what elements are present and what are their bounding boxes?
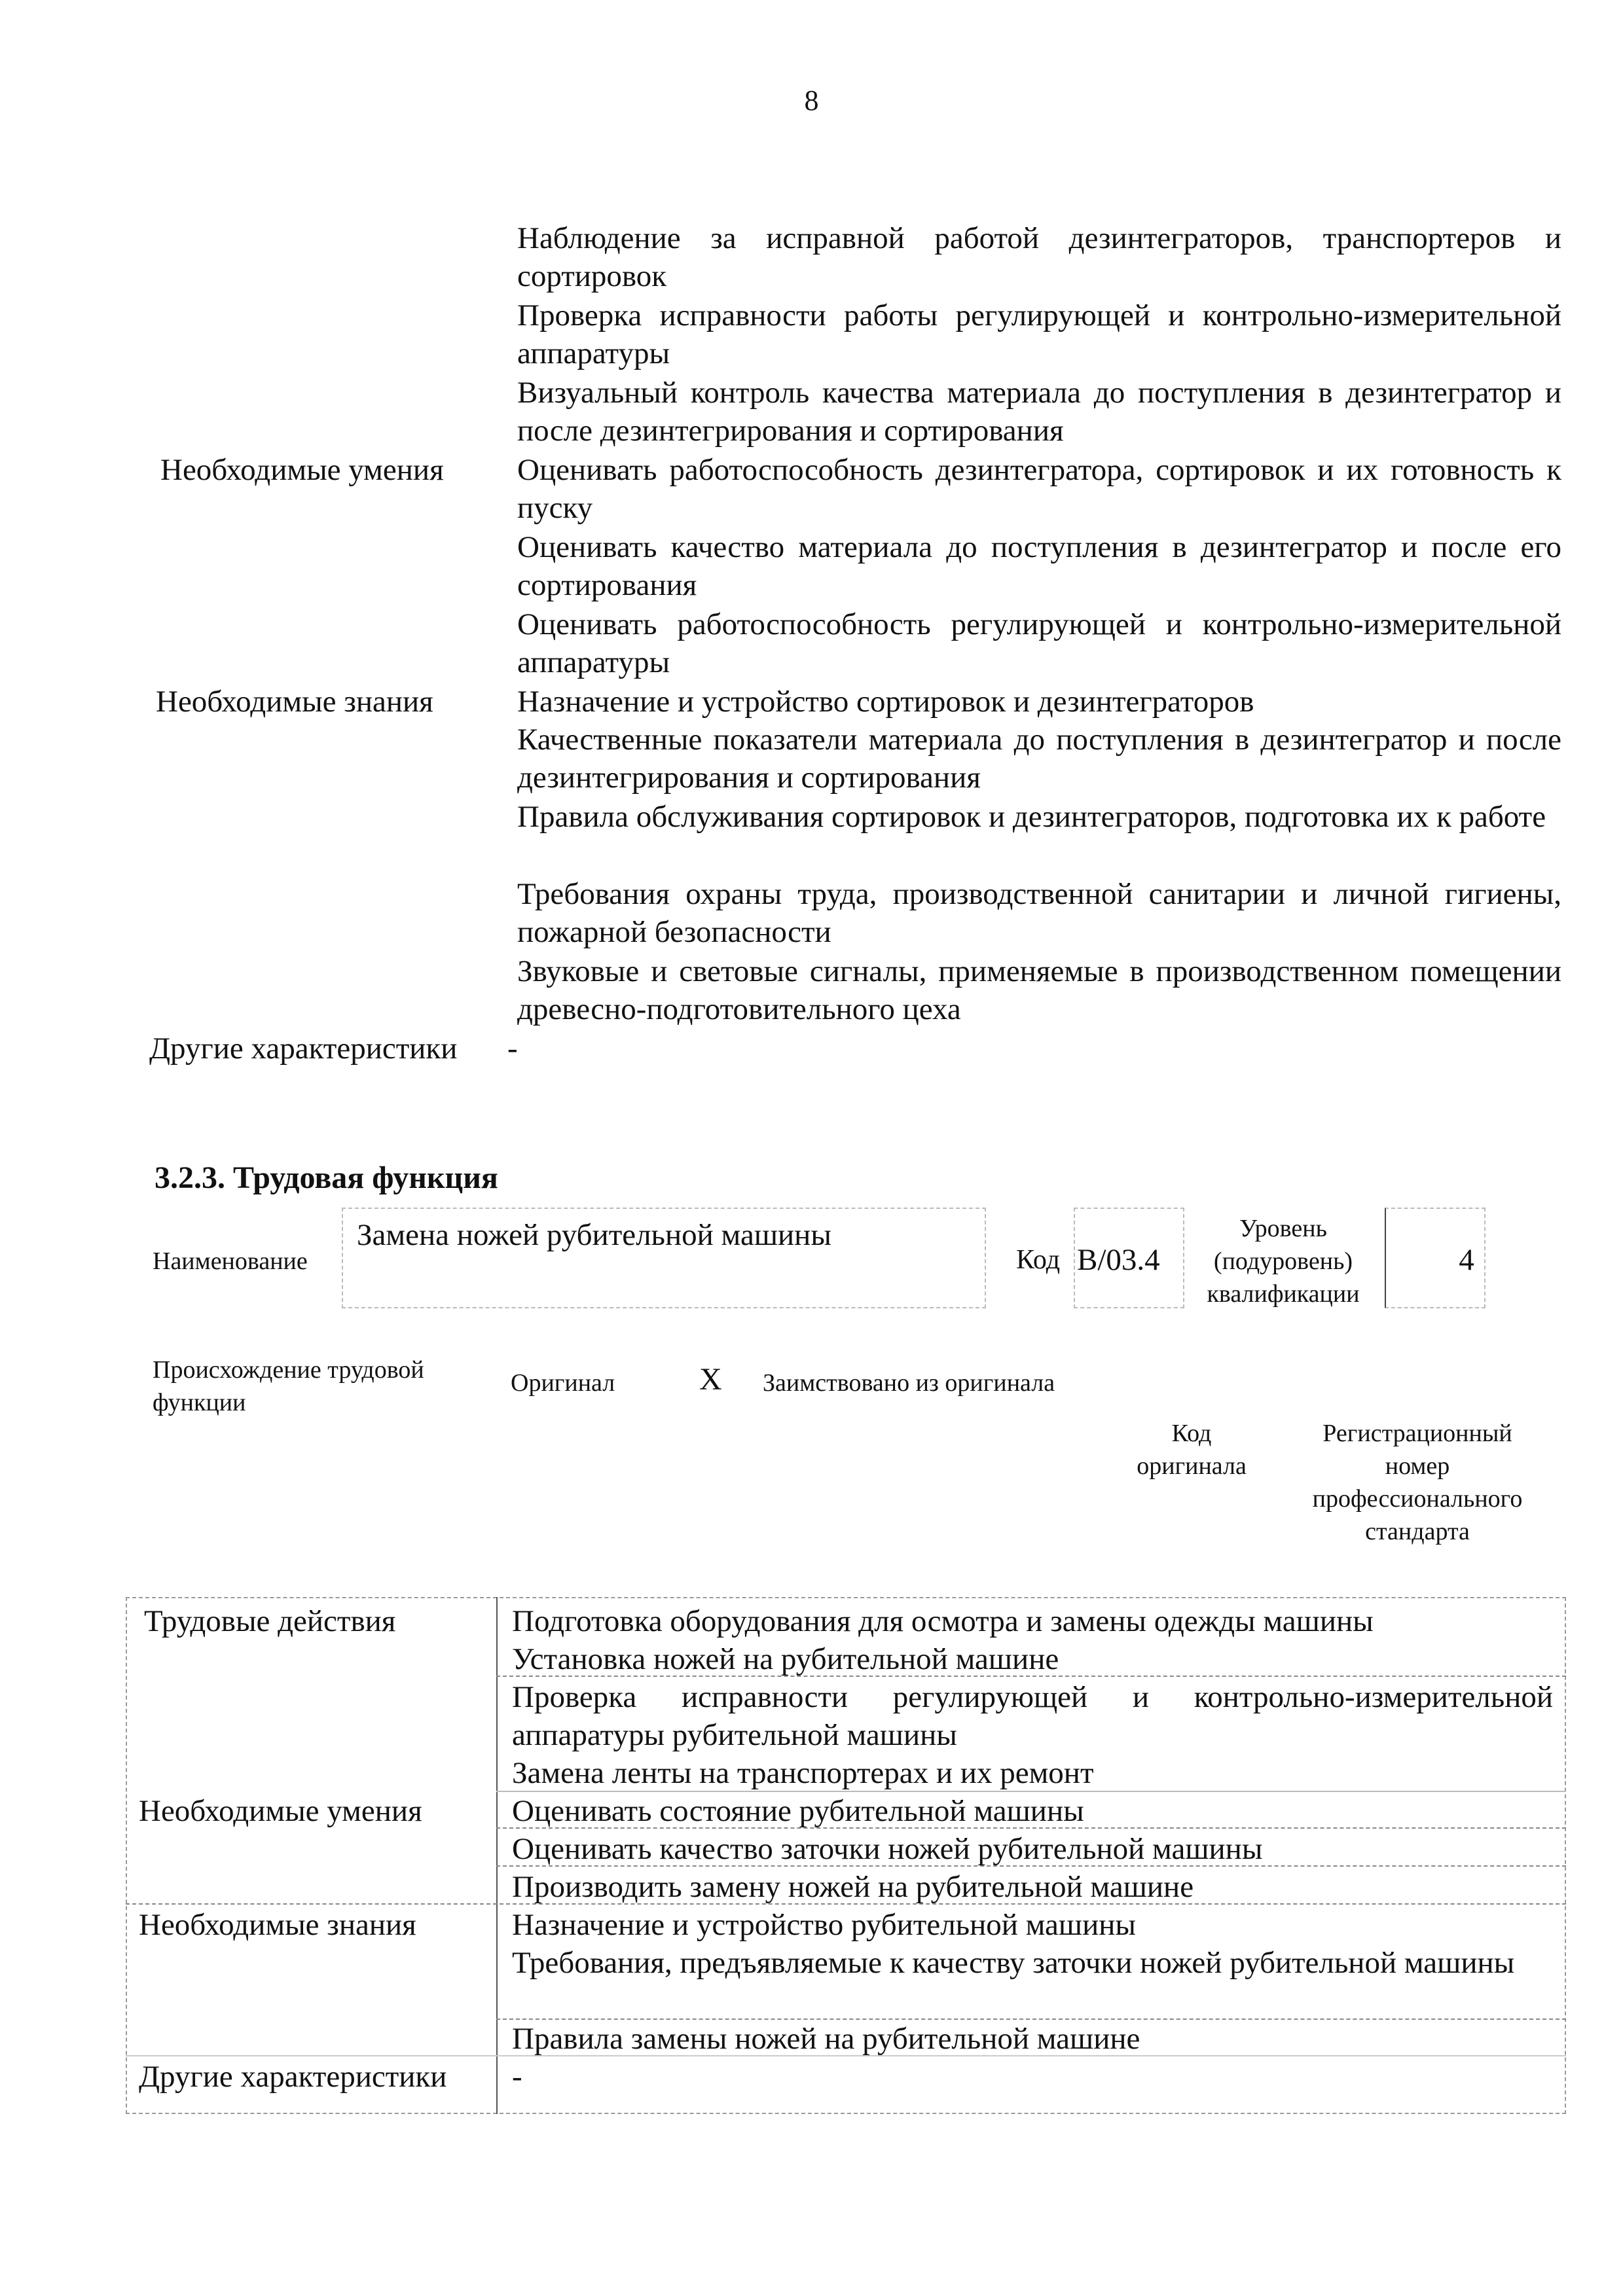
action-row: Подготовка оборудования для осмотра и замены одежды машины bbox=[512, 1604, 1374, 1638]
code-value: B/03.4 bbox=[1077, 1243, 1160, 1277]
knowledge-label: Необходимые знания bbox=[156, 685, 433, 719]
knowledge-item: Звуковые и световые сигналы, применяемые в производственном помещении древесно-подготовительного цеха bbox=[517, 954, 1561, 1026]
reg-number-label bbox=[1293, 1417, 1542, 1548]
other-label: Другие характеристики bbox=[149, 1031, 458, 1066]
knowledge-item: Правила обслуживания сортировок и дезинтеграторов, подготовка их к работе bbox=[517, 800, 1546, 834]
skill-item: Оценивать работоспособность регулирующей и контрольно-измерительной аппаратуры bbox=[517, 607, 1561, 679]
action-item: Проверка исправности работы регулирующей и контрольно-измерительной аппаратуры bbox=[517, 298, 1561, 370]
reg-number-line: номер bbox=[1385, 1452, 1450, 1480]
actions-label: Трудовые действия bbox=[144, 1604, 396, 1638]
reg-number-line: Регистрационный bbox=[1322, 1420, 1512, 1447]
level-label-line: квалификации bbox=[1207, 1280, 1360, 1308]
code-original-line: оригинала bbox=[1137, 1452, 1247, 1480]
borrowed-label: Заимствовано из оригинала bbox=[763, 1369, 1055, 1397]
knowledge-label: Необходимые знания bbox=[139, 1908, 416, 1942]
knowledge-item: Требования охраны труда, производственной санитарии и личной гигиены, пожарной безопасности bbox=[517, 877, 1561, 949]
reg-number-line: стандарта bbox=[1365, 1518, 1470, 1545]
code-original-label bbox=[1100, 1417, 1283, 1482]
skills-label: Необходимые умения bbox=[160, 453, 444, 487]
code-original-line: Код bbox=[1171, 1420, 1212, 1447]
knowledge-item: Качественные показатели материала до поступления в дезинтегратор и после дезинтегрирования и сортирования bbox=[517, 723, 1561, 795]
knowledge-row: Требования, предъявляемые к качеству заточки ножей рубительной машины bbox=[512, 1946, 1515, 1980]
level-label-line: Уровень bbox=[1239, 1215, 1327, 1242]
table-column-divider bbox=[496, 1597, 498, 2114]
name-label: Наименование bbox=[153, 1247, 308, 1275]
other-label: Другие характеристики bbox=[139, 2060, 447, 2094]
section-title: 3.2.3. Трудовая функция bbox=[155, 1160, 498, 1195]
origin-label bbox=[153, 1354, 424, 1419]
action-row: Замена ленты на транспортерах и их ремонт bbox=[512, 1756, 1094, 1790]
skill-row: Оценивать состояние рубительной машины bbox=[512, 1794, 1084, 1828]
other-value: - bbox=[507, 1031, 518, 1066]
skill-item: Оценивать качество материала до поступления в дезинтегратор и после его сортирования bbox=[517, 530, 1561, 602]
other-value: - bbox=[512, 2060, 522, 2094]
knowledge-row: Назначение и устройство рубительной машины bbox=[512, 1908, 1136, 1942]
origin-label-line: Происхождение трудовой bbox=[153, 1356, 424, 1384]
skill-row: Оценивать качество заточки ножей рубительной машины bbox=[512, 1832, 1263, 1866]
skills-label: Необходимые умения bbox=[139, 1794, 422, 1828]
level-label bbox=[1192, 1212, 1375, 1310]
skill-item: Оценивать работоспособность дезинтегратора, сортировок и их готовность к пуску bbox=[517, 453, 1561, 525]
reg-number-line: профессионального bbox=[1312, 1485, 1523, 1513]
page-number: 8 bbox=[804, 84, 819, 117]
action-item: Наблюдение за исправной работой дезинтеграторов, транспортеров и сортировок bbox=[517, 221, 1561, 293]
action-row: Проверка исправности регулирующей и контрольно-измерительной аппаратуры рубительной машины bbox=[512, 1680, 1553, 1752]
code-label: Код bbox=[1016, 1245, 1061, 1275]
knowledge-item: Назначение и устройство сортировок и дезинтеграторов bbox=[517, 685, 1254, 719]
original-mark: X bbox=[699, 1362, 722, 1397]
action-row: Установка ножей на рубительной машине bbox=[512, 1642, 1059, 1676]
knowledge-row: Правила замены ножей на рубительной машине bbox=[512, 2022, 1140, 2056]
name-value: Замена ножей рубительной машины bbox=[357, 1218, 831, 1252]
origin-label-line: функции bbox=[153, 1389, 246, 1416]
action-item: Визуальный контроль качества материала до поступления в дезинтегратор и после дезинтегрирования и сортирования bbox=[517, 376, 1561, 448]
level-label-line: (подуровень) bbox=[1213, 1247, 1353, 1275]
original-label: Оригинал bbox=[511, 1369, 615, 1397]
skill-row: Производить замену ножей на рубительной машине bbox=[512, 1870, 1194, 1904]
level-value: 4 bbox=[1459, 1243, 1474, 1277]
